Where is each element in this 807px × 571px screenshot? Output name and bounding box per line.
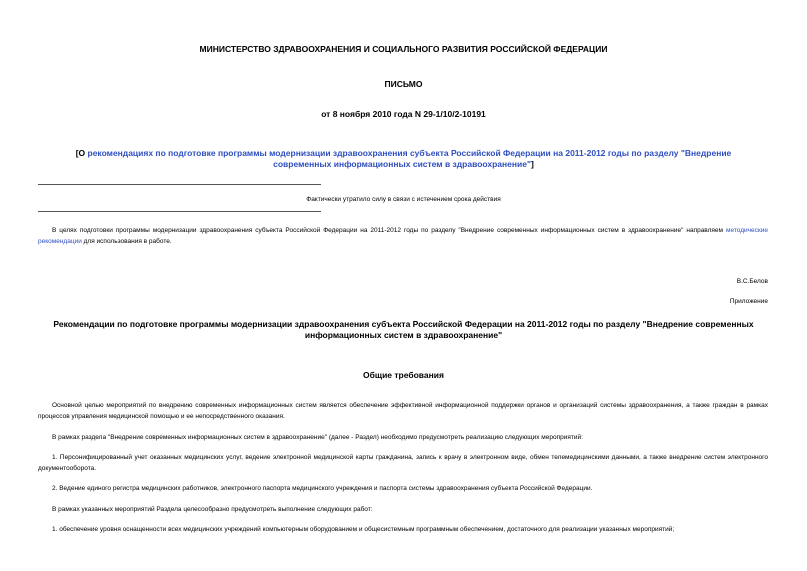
intro-paragraph: [38, 225, 768, 247]
body-paragraph: 2. Ведение единого регистра медицинских работников, электронного паспорта медицинского учреждения и паспорта системы здравоохранения субъекта Российской Федерации.: [52, 485, 593, 492]
signer-name: В.С.Белов: [736, 278, 768, 285]
body-paragraph: 1. Персонифицированный учет оказанных медицинских услуг, ведение электронной медицинской карты гражданина, запись к врачу в электронном виде, обмен телемедицинскими данными, а также внедрение систем электронного документооборота.: [38, 454, 768, 472]
document-title: [60, 148, 747, 170]
divider-top: [38, 184, 321, 185]
divider-bottom: [38, 211, 321, 212]
intro-text-after: для использования в работе.: [81, 238, 172, 245]
status-note: Фактически утратило силу в связи с истечением срока действия: [306, 196, 501, 203]
appendix-label: Приложение: [729, 298, 768, 305]
body-paragraph: Основной целью мероприятий по внедрению современных информационных систем является обеспечение эффективной информационной поддержки органов и организаций системы здравоохранения, а также граждан в рамках процессов управления медицинской помощью и ее непосредственного оказания.: [38, 402, 768, 420]
ministry-heading: МИНИСТЕРСТВО ЗДРАВООХРАНЕНИЯ И СОЦИАЛЬНОГО РАЗВИТИЯ РОССИЙСКОЙ ФЕДЕРАЦИИ: [199, 44, 608, 54]
body-paragraph: 1. обеспечение уровня оснащенности всех медицинских учреждений компьютерным оборудованием и общесистемным программным обеспечением, достаточного для реализации указанных мероприятий;: [52, 526, 675, 533]
document-date-number: от 8 ноября 2010 года N 29-1/10/2-10191: [321, 109, 486, 119]
title-prefix: [О: [75, 148, 88, 158]
document-type-heading: ПИСЬМО: [384, 79, 423, 89]
title-link[interactable]: рекомендациях по подготовке программы модернизации здравоохранения субъекта Российской Федерации на 2011-2012 годы по разделу "Внедрение современных информационных систем в здравоохранение": [87, 148, 732, 169]
body-paragraph: В рамках раздела "Внедрение современных информационных систем в здравоохранение" (далее - Раздел) необходимо предусмотреть реализацию следующих мероприятий:: [52, 434, 583, 441]
body-paragraph: В рамках указанных мероприятий Раздела целесообразно предусмотреть выполнение следующих работ:: [52, 506, 373, 513]
section-title: Общие требования: [363, 370, 444, 380]
intro-text-before: В целях подготовки программы модернизации здравоохранения субъекта Российской Федерации на 2011-2012 годы по разделу "Внедрение современных информационных систем в здравоохранение" направляем: [52, 227, 726, 234]
methodical-recommendations-link[interactable]: методические рекомендации: [38, 227, 768, 245]
title-suffix: ]: [531, 159, 534, 169]
recommendations-title: Рекомендации по подготовке программы модернизации здравоохранения субъекта Российской Федерации на 2011-2012 годы по разделу "Внедрение современных информационных систем в здравоохранение": [53, 319, 754, 340]
